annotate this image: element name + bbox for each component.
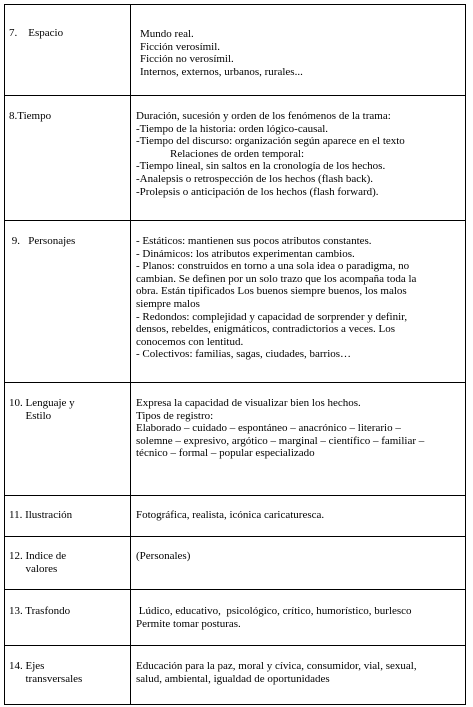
- row-label-cell: [5, 537, 131, 589]
- content-line: - Planos: construidos en torno a una sola idea o paradigma, no: [136, 260, 410, 273]
- row-label-cell: [5, 221, 131, 382]
- content-line: -Tiempo del discurso: organización según aparece en el texto: [136, 135, 405, 148]
- table-row-valores: [4, 536, 466, 589]
- content-line: Permite tomar posturas.: [136, 617, 241, 630]
- content-line: conocemos con lentitud.: [136, 335, 244, 348]
- content-line: Relaciones de orden temporal:: [170, 147, 305, 160]
- row-label-cell: [5, 590, 131, 645]
- row-content-cell: [132, 537, 465, 589]
- row-label: 12. Indice de valores: [9, 550, 67, 575]
- row-content-cell: [132, 5, 465, 95]
- content-line: - Colectivos: familias, sagas, ciudades, barrios…: [136, 348, 352, 361]
- content-line: Ficción verosímil.: [140, 40, 221, 53]
- content-line: Elaborado – cuidado – espontáneo – anacrónico – literario –: [136, 422, 401, 435]
- table-row-personajes: [4, 220, 466, 382]
- content-line: obra. Están tipificados Los buenos siempre buenos, los malos: [136, 285, 407, 298]
- row-label: 14. Ejes transversales: [9, 660, 83, 685]
- content-line: -Tiempo de la historia: orden lógico-causal.: [136, 122, 329, 135]
- table-row-espacio: [4, 4, 466, 95]
- content-line: Duración, sucesión y orden de los fenómenos de la trama:: [136, 110, 391, 122]
- table-row-lenguaje: [4, 382, 466, 495]
- row-content-cell: [132, 221, 465, 382]
- content-line: técnico – formal – popular especializado: [136, 447, 315, 460]
- content-line: Tipos de registro:: [136, 409, 214, 422]
- content-line: Mundo real.: [140, 28, 194, 40]
- row-label-cell: [5, 96, 131, 220]
- row-content-cell: [132, 590, 465, 645]
- content-line: - Redondos: complejidad y capacidad de sorprender y definir,: [136, 310, 408, 323]
- row-label: 8.Tiempo: [9, 110, 52, 122]
- row-content-cell: [132, 96, 465, 220]
- row-label: 11. Ilustración: [9, 509, 73, 521]
- content-line: siempre malos: [136, 297, 200, 310]
- content-line: cambian. Se definen por un solo trazo que los acompaña toda la: [136, 272, 417, 285]
- row-content-cell: [132, 646, 465, 704]
- content-line: Lúdico, educativo, psicológico, crítico, humorístico, burlesco: [136, 605, 412, 617]
- content-line: solemne – expresivo, argótico – marginal – científico – familiar –: [136, 434, 425, 447]
- content-line: -Analepsis o retrospección de los hechos (flash back).: [136, 172, 374, 185]
- table-row-ilustracion: [4, 495, 466, 536]
- table-row-trasfondo: [4, 589, 466, 645]
- row-content-cell: [132, 496, 465, 536]
- content-line: Expresa la capacidad de visualizar bien los hechos.: [136, 397, 361, 409]
- row-label: 13. Trasfondo: [9, 605, 71, 617]
- row-label-cell: [5, 646, 131, 704]
- content-line: -Prolepsis o anticipación de los hechos (flash forward).: [136, 185, 379, 198]
- content-line: (Personales): [136, 550, 191, 562]
- content-line: Fotográfica, realista, icónica caricaturesca.: [136, 509, 325, 521]
- content-line: Educación para la paz, moral y cívica, consumidor, vial, sexual,: [136, 660, 417, 672]
- row-label: 10. Lenguaje y Estilo: [9, 397, 75, 422]
- content-line: Internos, externos, urbanos, rurales...: [140, 65, 303, 78]
- content-line: Ficción no verosímil.: [140, 53, 234, 66]
- row-content-cell: [132, 383, 465, 495]
- table-row-ejes: [4, 645, 466, 705]
- row-label-cell: [5, 383, 131, 495]
- content-line: -Tiempo lineal, sin saltos en la cronología de los hechos.: [136, 160, 386, 173]
- content-line: salud, ambiental, igualdad de oportunidades: [136, 672, 330, 685]
- row-label: 9. Personajes: [9, 235, 76, 247]
- row-label: 7. Espacio: [9, 27, 64, 39]
- content-line: - Estáticos: mantienen sus pocos atributos constantes.: [136, 235, 372, 247]
- content-line: densos, rebeldes, enigmáticos, contradictorios a veces. Los: [136, 323, 396, 336]
- content-line: - Dinámicos: los atributos experimentan cambios.: [136, 247, 355, 260]
- row-label-cell: [5, 5, 131, 95]
- table-row-tiempo: [4, 95, 466, 220]
- row-label-cell: [5, 496, 131, 536]
